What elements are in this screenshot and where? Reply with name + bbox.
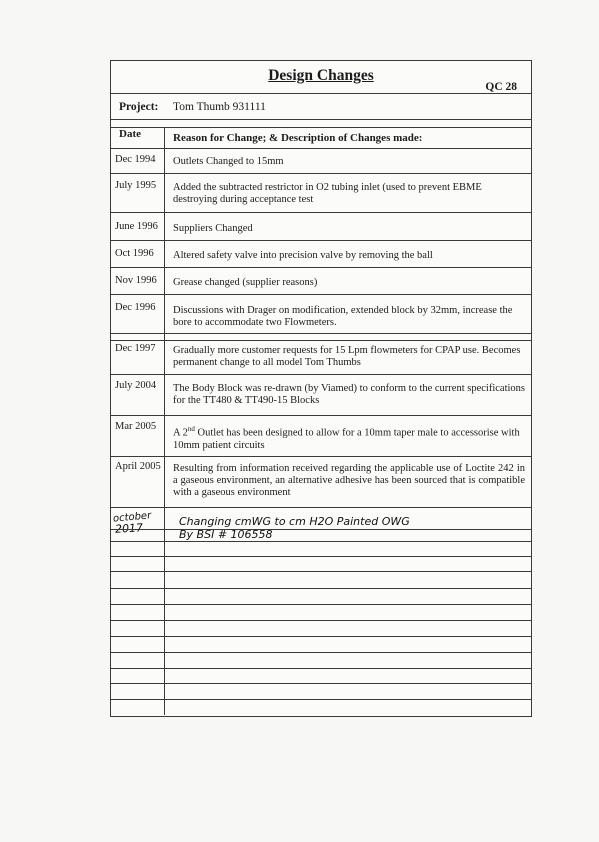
entry-date: Nov 1996 [115,275,157,286]
header-date: Date [119,128,141,140]
divider [111,507,531,508]
divider [111,93,531,94]
divider [111,456,531,457]
ruled-line [111,604,531,605]
entry-date: July 1995 [115,180,157,191]
entry-date: Dec 1996 [115,302,156,313]
ruled-line [111,588,531,589]
entry-text: Grease changed (supplier reasons) [173,277,318,288]
ruled-line [111,571,531,572]
divider [111,374,531,375]
entry-text-part: Outlet has been designed to allow for a 10mm taper male to accessorise with 10mm patient circuits [173,427,520,451]
form-title: Design Changes [268,67,374,84]
entry-text: The Body Block was re-drawn (by Viamed) to conform to the current specifications for the TT480 & TT490-15 Blocks [173,383,525,406]
ruled-line [111,652,531,653]
divider [111,148,531,149]
entry-text: Altered safety valve into precision valve by removing the ball [173,250,433,261]
divider [111,173,531,174]
handwritten-date-month: october [112,510,152,525]
handwritten-date-year: 2017 [114,521,144,536]
column-divider [164,127,165,715]
project-label: Project: [119,101,159,113]
project-value: Tom Thumb 931111 [173,101,266,113]
handwritten-text-line1: Changing cmWG to cm H2O Painted OWG [179,515,410,528]
divider [111,240,531,241]
ruled-line [111,668,531,669]
entry-text-superscript: nd [187,425,195,433]
ruled-line [111,541,531,542]
entry-text: Gradually more customer requests for 15 Lpm flowmeters for CPAP use. Becomes permanent change to all model Tom Thumbs [173,345,521,368]
entry-text: Outlets Changed to 15mm [173,156,284,167]
entry-text: Discussions with Drager on modification, extended block by 32mm, increase the bore to accommodate two Flowmeters. [173,305,513,328]
divider [111,340,531,341]
entry-date: Dec 1997 [115,343,156,354]
entry-text [173,423,525,452]
divider [111,267,531,268]
divider [111,415,531,416]
divider [111,212,531,213]
entry-text-part: A 2 [173,427,188,439]
entry-date: June 1996 [115,221,158,232]
entry-date: Mar 2005 [115,421,157,432]
ruled-line [111,636,531,637]
ruled-line [111,556,531,557]
divider [111,333,531,334]
header-reason: Reason for Change; & Description of Changes made: [173,132,423,144]
entry-text: Suppliers Changed [173,223,253,234]
entry-date: Dec 1994 [115,154,156,165]
design-changes-form [110,60,532,717]
entry-text: Resulting from information received regarding the applicable use of Loctite 242 in a gaseous environment, an alternative adhesive has been sourced that is compatible with a gaseous environment [173,463,525,498]
entry-date: April 2005 [115,461,161,472]
ruled-line [111,683,531,684]
divider [111,127,531,128]
entry-text: Added the subtracted restrictor in O2 tubing inlet (used to prevent EBME destroying during acceptance test [173,182,482,205]
entry-date: Oct 1996 [115,248,154,259]
form-code: QC 28 [485,81,517,93]
ruled-line [111,529,531,530]
ruled-line [111,620,531,621]
handwritten-text-line2: By BSI # 106558 [179,528,273,541]
entry-date: July 2004 [115,380,157,391]
divider [111,294,531,295]
divider [111,119,531,120]
ruled-line [111,699,531,700]
